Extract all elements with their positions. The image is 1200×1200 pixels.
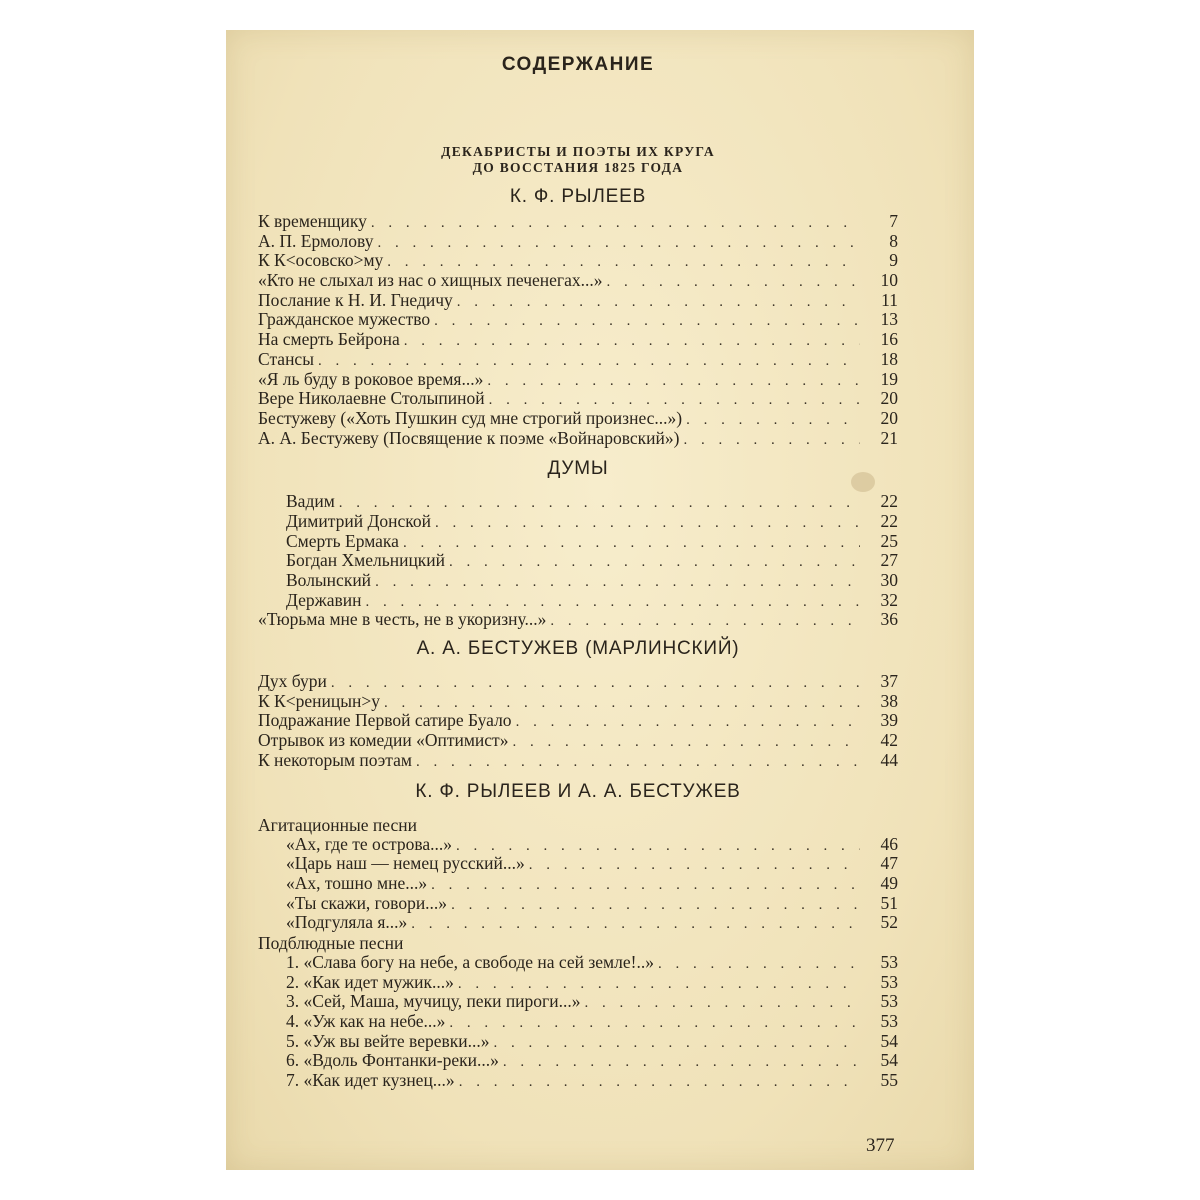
toc-entry bbox=[258, 953, 898, 973]
toc-entry bbox=[258, 251, 898, 271]
toc-entry bbox=[258, 692, 898, 712]
leader-dots bbox=[487, 372, 860, 392]
entry-page-number: 55 bbox=[880, 1070, 898, 1091]
toc-entry bbox=[258, 1071, 898, 1091]
entry-title: На смерть Бейрона bbox=[258, 329, 400, 350]
entry-page-number: 54 bbox=[880, 1030, 898, 1051]
toc-entry bbox=[258, 913, 898, 933]
leader-dots bbox=[434, 312, 860, 332]
toc-entry bbox=[258, 751, 898, 771]
entry-title: «Я ль буду в роковое время...» bbox=[258, 368, 484, 389]
entry-page-number: 44 bbox=[880, 749, 898, 770]
entry-page-number: 32 bbox=[880, 589, 898, 610]
contents bbox=[258, 50, 898, 1091]
entry-title: Отрывок из комедии «Оптимист» bbox=[258, 730, 509, 751]
toc-entry bbox=[258, 992, 898, 1012]
entry-page-number: 46 bbox=[880, 833, 898, 854]
entry-title: «Тюрьма мне в честь, не в укоризну...» bbox=[258, 609, 547, 630]
entry-title: «Кто не слыхал из нас о хищных печенегах...» bbox=[258, 270, 603, 291]
leader-dots bbox=[584, 994, 860, 1014]
entry-page-number: 37 bbox=[880, 671, 898, 692]
entry-title: «Ах, тошно мне...» bbox=[286, 872, 428, 893]
entry-title: Вадим bbox=[286, 491, 335, 512]
entry-title: К временщику bbox=[258, 211, 367, 231]
entry-page-number: 16 bbox=[880, 329, 898, 350]
part-title-line1: ДЕКАБРИСТЫ И ПОЭТЫ ИХ КРУГА bbox=[441, 144, 715, 159]
toc-entry bbox=[258, 973, 898, 993]
leader-dots bbox=[431, 876, 860, 896]
entry-title: 6. «Вдоль Фонтанки-реки...» bbox=[286, 1050, 499, 1071]
toc-entry bbox=[258, 1051, 898, 1071]
toc-entry bbox=[258, 591, 898, 611]
toc-entry bbox=[258, 532, 898, 552]
entry-title: Бестужеву («Хоть Пушкин суд мне строгий произнес...») bbox=[258, 407, 683, 428]
entry-page-number: 22 bbox=[880, 510, 898, 531]
entry-title: 7. «Как идет кузнец...» bbox=[286, 1070, 455, 1091]
page-title: СОДЕРЖАНИЕ bbox=[501, 54, 655, 75]
entry-page-number: 53 bbox=[880, 951, 898, 972]
entry-title: «Царь наш — немец русский...» bbox=[286, 853, 525, 874]
entry-page-number: 39 bbox=[880, 710, 898, 731]
leader-dots bbox=[459, 1073, 860, 1093]
entry-title: Волынский bbox=[286, 570, 372, 590]
entry-title: Стансы bbox=[258, 348, 314, 369]
toc-entry bbox=[258, 409, 898, 429]
entry-page-number: 27 bbox=[880, 550, 898, 571]
leader-dots bbox=[503, 1053, 860, 1073]
book-page bbox=[226, 30, 974, 1170]
entry-page-number: 49 bbox=[880, 872, 898, 893]
entry-page-number: 52 bbox=[880, 912, 898, 933]
entry-page-number: 54 bbox=[880, 1050, 898, 1071]
toc-entry bbox=[258, 731, 898, 751]
leader-dots bbox=[449, 553, 860, 573]
toc-entry bbox=[258, 874, 898, 894]
entry-page-number: 30 bbox=[880, 570, 898, 590]
entry-page-number: 42 bbox=[880, 730, 898, 751]
entry-title: Смерть Ермака bbox=[286, 530, 399, 551]
leader-dots bbox=[512, 733, 860, 753]
leader-dots bbox=[606, 273, 860, 293]
entry-page-number: 19 bbox=[880, 368, 898, 389]
toc-entry bbox=[258, 212, 898, 232]
entry-title: 5. «Уж вы вейте веревки...» bbox=[286, 1030, 490, 1051]
entry-title: А. П. Ермолову bbox=[258, 230, 374, 251]
entry-title: К К<осовско>му bbox=[258, 250, 384, 271]
entry-page-number: 53 bbox=[880, 991, 898, 1012]
leader-dots bbox=[331, 674, 860, 694]
toc-list bbox=[258, 182, 898, 1091]
leader-dots bbox=[686, 411, 860, 431]
entry-page-number: 22 bbox=[880, 491, 898, 512]
group-heading: Подблюдные песни bbox=[258, 932, 404, 953]
section-title: А. А. БЕСТУЖЕВ (МАРЛИНСКИЙ) bbox=[416, 638, 740, 660]
leader-dots bbox=[457, 293, 860, 313]
leader-dots bbox=[403, 534, 860, 554]
entry-page-number: 38 bbox=[880, 690, 898, 711]
toc-entry bbox=[258, 271, 898, 291]
entry-page-number: 7 bbox=[889, 211, 898, 231]
toc-entry bbox=[258, 370, 898, 390]
page-number: 377 bbox=[866, 1135, 895, 1156]
entry-page-number: 13 bbox=[880, 309, 898, 330]
entry-title: «Ты скажи, говори...» bbox=[286, 892, 448, 913]
toc-entry bbox=[258, 310, 898, 330]
leader-dots bbox=[411, 915, 860, 935]
entry-title: 3. «Сей, Маша, мучицу, пеки пироги...» bbox=[286, 991, 581, 1012]
leader-dots bbox=[404, 332, 860, 352]
leader-dots bbox=[371, 214, 860, 234]
entry-title: К некоторым поэтам bbox=[258, 749, 412, 770]
leader-dots bbox=[550, 612, 860, 632]
entry-title: К К<реницын>у bbox=[258, 690, 380, 711]
entry-title: Гражданское мужество bbox=[258, 309, 431, 330]
entry-page-number: 18 bbox=[880, 348, 898, 369]
entry-title: Подражание Первой сатире Буало bbox=[258, 710, 512, 731]
toc-entry bbox=[258, 835, 898, 855]
leader-dots bbox=[658, 955, 860, 975]
entry-page-number: 21 bbox=[880, 427, 898, 448]
entry-page-number: 36 bbox=[880, 609, 898, 630]
section-title: К. Ф. РЫЛЕЕВ bbox=[509, 186, 647, 207]
section-title: К. Ф. РЫЛЕЕВ И А. А. БЕСТУЖЕВ bbox=[415, 780, 741, 802]
leader-dots bbox=[449, 1014, 860, 1034]
part-title bbox=[258, 144, 898, 176]
entry-title: 4. «Уж как на небе...» bbox=[286, 1011, 446, 1031]
leader-dots bbox=[516, 713, 860, 733]
toc-entry bbox=[258, 350, 898, 370]
entry-page-number: 20 bbox=[880, 407, 898, 428]
group-heading: Агитационные песни bbox=[258, 814, 417, 835]
toc-entry bbox=[258, 291, 898, 311]
entry-page-number: 9 bbox=[889, 250, 898, 271]
entry-page-number: 51 bbox=[880, 892, 898, 913]
entry-title: 2. «Как идет мужик...» bbox=[286, 971, 454, 992]
toc-entry bbox=[258, 711, 898, 731]
toc-entry bbox=[258, 672, 898, 692]
leader-dots bbox=[683, 431, 860, 451]
toc-entry bbox=[258, 512, 898, 532]
entry-page-number: 53 bbox=[880, 1011, 898, 1031]
leader-dots bbox=[435, 514, 860, 534]
toc-entry bbox=[258, 492, 898, 512]
entry-page-number: 10 bbox=[880, 270, 898, 291]
toc-entry bbox=[258, 389, 898, 409]
toc-entry bbox=[258, 571, 898, 591]
entry-title: Димитрий Донской bbox=[286, 510, 432, 531]
entry-title: А. А. Бестужеву (Посвящение к поэме «Войнаровский») bbox=[258, 427, 680, 448]
leader-dots bbox=[451, 896, 860, 916]
toc-entry bbox=[258, 551, 898, 571]
entry-page-number: 11 bbox=[881, 289, 898, 310]
toc-entry bbox=[258, 1032, 898, 1052]
leader-dots bbox=[529, 856, 860, 876]
leader-dots bbox=[377, 234, 860, 254]
section-title: ДУМЫ bbox=[547, 458, 609, 480]
entry-title: Послание к Н. И. Гнедичу bbox=[258, 289, 453, 310]
entry-title: «Ах, где те острова...» bbox=[286, 833, 453, 854]
toc-entry bbox=[258, 330, 898, 350]
entry-title: Богдан Хмельницкий bbox=[286, 550, 446, 571]
leader-dots bbox=[494, 1034, 861, 1054]
entry-title: 1. «Слава богу на небе, а свободе на сей земле!..» bbox=[286, 951, 654, 972]
entry-page-number: 25 bbox=[880, 530, 898, 551]
toc-entry bbox=[258, 429, 898, 449]
leader-dots bbox=[375, 573, 860, 593]
toc-entry bbox=[258, 854, 898, 874]
entry-page-number: 8 bbox=[889, 230, 898, 251]
entry-title: «Подгуляла я...» bbox=[286, 912, 408, 933]
leader-dots bbox=[416, 753, 860, 773]
part-title-line2: ДО ВОССТАНИЯ 1825 ГОДА bbox=[472, 160, 684, 175]
toc-entry bbox=[258, 1012, 898, 1032]
entry-title: Державин bbox=[286, 589, 362, 610]
entry-title: Дух бури bbox=[258, 671, 327, 692]
toc-entry bbox=[258, 232, 898, 252]
entry-page-number: 53 bbox=[880, 971, 898, 992]
entry-page-number: 20 bbox=[880, 388, 898, 409]
entry-title: Вере Николаевне Столыпиной bbox=[258, 388, 485, 409]
toc-entry bbox=[258, 894, 898, 914]
entry-page-number: 47 bbox=[880, 853, 898, 874]
toc-entry bbox=[258, 610, 898, 630]
